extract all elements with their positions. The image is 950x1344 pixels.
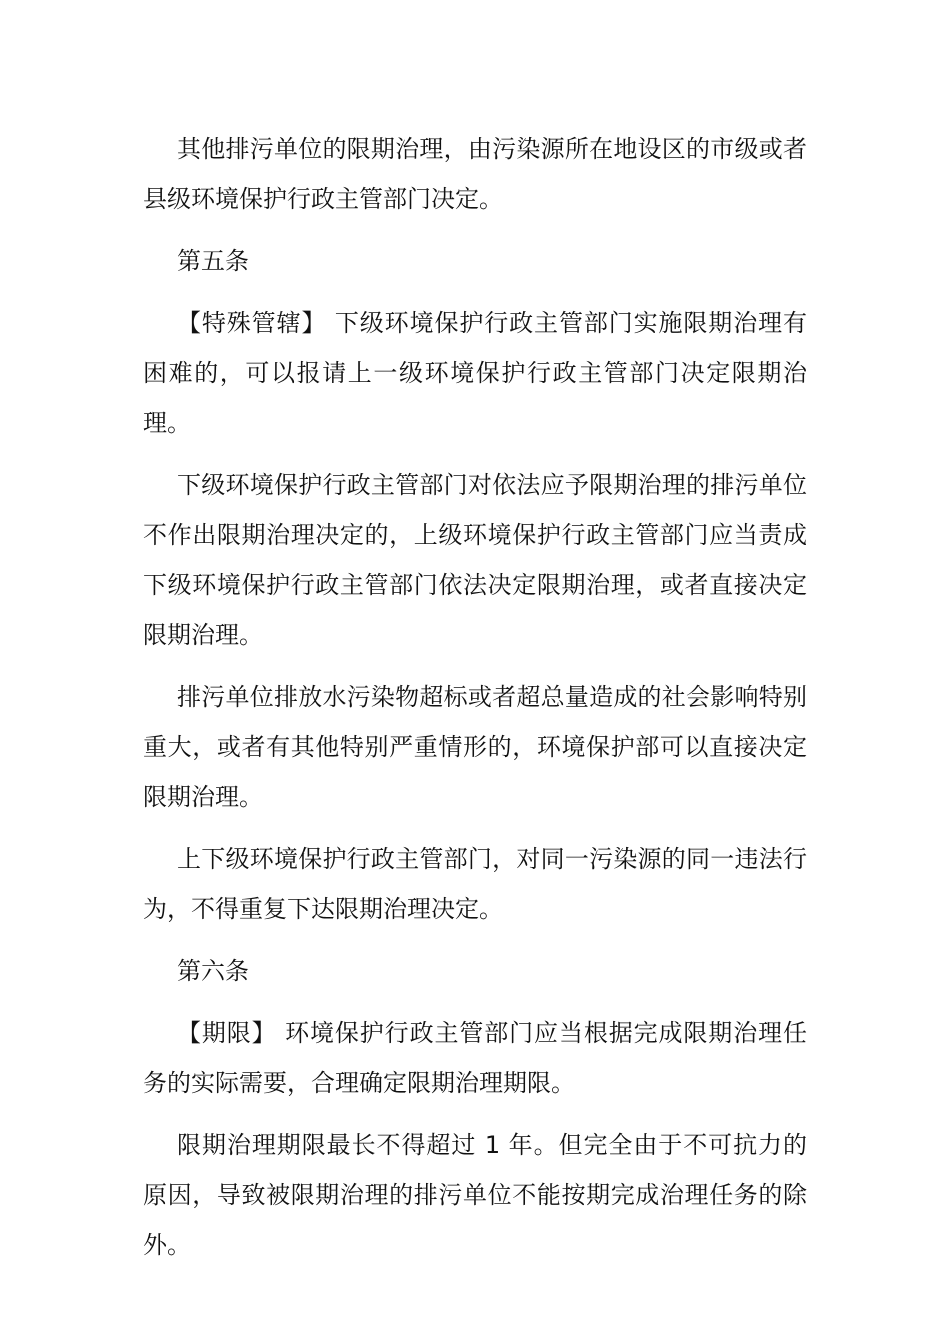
paragraph-gap xyxy=(143,448,807,460)
paragraph-gap xyxy=(143,934,807,946)
paragraph-superior-order: 下级环境保护行政主管部门对依法应予限期治理的排污单位不作出限期治理决定的，上级环境保护行政主管部门应当责成下级环境保护行政主管部门依法决定限期治理，或者直接决定限期治理。 xyxy=(143,471,807,649)
article-6-heading: 第六条 xyxy=(177,957,249,985)
document-page xyxy=(143,124,807,1270)
paragraph-special-jurisdiction: 【特殊管辖】 下级环境保护行政主管部门实施限期治理有困难的，可以报请上一级环境保护行政主管部门决定限期治理。 xyxy=(143,309,807,437)
paragraph-ministry-decision: 排污单位排放水污染物超标或者超总量造成的社会影响特别重大，或者有其他特别严重情形的，环境保护部可以直接决定限期治理。 xyxy=(143,683,807,811)
paragraph-other-units: 其他排污单位的限期治理，由污染源所在地设区的市级或者县级环境保护行政主管部门决定。 xyxy=(143,135,807,213)
paragraph-term: 【期限】 环境保护行政主管部门应当根据完成限期治理任务的实际需要，合理确定限期治理期限。 xyxy=(143,1019,807,1097)
paragraph-gap xyxy=(143,996,807,1008)
paragraph-gap xyxy=(143,224,807,236)
paragraph-max-term: 限期治理期限最长不得超过 1 年。但完全由于不可抗力的原因，导致被限期治理的排污单位不能按期完成治理任务的除外。 xyxy=(143,1131,807,1259)
article-5-heading: 第五条 xyxy=(177,247,249,275)
paragraph-gap xyxy=(143,1108,807,1120)
paragraph-gap xyxy=(143,822,807,834)
paragraph-gap xyxy=(143,660,807,672)
paragraph-no-repeat: 上下级环境保护行政主管部门，对同一污染源的同一违法行为，不得重复下达限期治理决定。 xyxy=(143,845,807,923)
paragraph-gap xyxy=(143,286,807,298)
